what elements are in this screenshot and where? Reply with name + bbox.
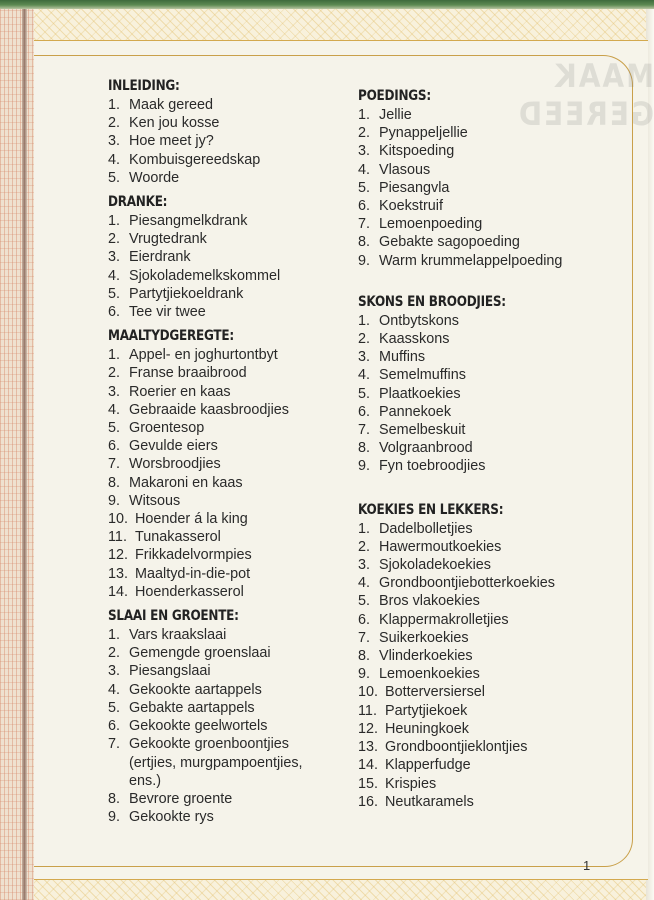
section-heading: MAALTYDGEREGTE: (108, 328, 234, 345)
item-title: Gevulde eiers (129, 438, 218, 455)
item-title: Suikerkoekies (379, 629, 469, 646)
section-heading: SKONS EN BROODJIES: (358, 293, 506, 310)
recipe-list-item (358, 385, 628, 403)
item-title: Hoenderkasserol (135, 583, 244, 600)
recipe-list-item (108, 528, 348, 546)
item-title: Hoe meet jy? (129, 133, 214, 150)
item-number: 5. (108, 285, 121, 302)
item-title: Semelbeskuit (379, 422, 466, 439)
recipe-list-item (108, 474, 348, 492)
book-spine-shadow (22, 9, 27, 900)
item-title: Partytjiekoek (385, 702, 468, 719)
recipe-list-item (358, 665, 628, 683)
item-number: 8. (358, 648, 371, 665)
section-heading: DRANKE: (108, 194, 168, 211)
item-number: 12. (108, 547, 129, 564)
item-title: Hawermoutkoekies (379, 538, 502, 555)
item-title: Klappermakrolletjies (379, 611, 509, 628)
item-title: Gekookte aartappels (129, 681, 262, 698)
recipe-list-item (358, 702, 628, 720)
item-title: Pannekoek (379, 403, 452, 420)
recipe-list-item (108, 626, 348, 644)
recipe-list (358, 520, 628, 811)
item-number: 6. (358, 198, 371, 215)
recipe-list-item (358, 520, 628, 538)
item-title: Frikkadelvormpies (135, 547, 252, 564)
item-title: Krispies (385, 775, 437, 792)
recipe-list-item (108, 114, 348, 132)
recipe-list-item (358, 142, 628, 160)
recipe-list-item (108, 151, 348, 169)
item-number: 1. (358, 107, 371, 123)
item-number: 10. (108, 511, 129, 528)
recipe-list-item (358, 161, 628, 179)
item-number: 6. (108, 718, 121, 735)
item-title: Piesangvla (379, 179, 450, 196)
recipe-list-item (358, 683, 628, 701)
item-title: Klapperfudge (385, 757, 471, 774)
item-number: 1. (358, 312, 371, 329)
recipe-list-item (358, 197, 628, 215)
item-number: 9. (358, 666, 371, 683)
contents-right-column (358, 88, 628, 837)
recipe-list-item (108, 699, 348, 717)
recipe-list-item (108, 510, 348, 528)
item-title: Franse braaibrood (129, 365, 247, 382)
item-number: 3. (358, 557, 371, 574)
recipe-list-item (358, 538, 628, 556)
item-title: Vrugtedrank (129, 231, 207, 248)
item-number: 4. (108, 681, 121, 698)
recipe-list-item (358, 592, 628, 610)
recipe-list (108, 346, 348, 601)
section-poedings (358, 88, 628, 270)
recipe-list-item (108, 383, 348, 401)
recipe-list-item (108, 437, 348, 455)
contents-left-column (108, 78, 348, 833)
recipe-list-item (108, 285, 348, 303)
recipe-list (108, 212, 348, 321)
recipe-list-item (358, 647, 628, 665)
recipe-list-item (108, 419, 348, 437)
item-number: 5. (108, 169, 121, 186)
item-title: Roerier en kaas (129, 383, 231, 400)
section-skons-en-broodjies (358, 294, 628, 476)
item-number: 6. (358, 403, 371, 420)
section-maaltydgeregte (108, 328, 348, 601)
item-title: Neutkaramels (385, 793, 474, 810)
item-title: Vlasous (379, 161, 431, 178)
item-number: 14. (358, 757, 379, 774)
recipe-list-item (358, 233, 628, 251)
item-number: 9. (108, 492, 121, 509)
page-number: 1 (583, 858, 591, 873)
item-number: 9. (358, 458, 371, 475)
item-title: Gebakte aartappels (129, 699, 255, 716)
item-number: 14. (108, 583, 129, 600)
item-title: Botterversiersel (385, 684, 485, 701)
section-dranke (108, 194, 348, 321)
item-number: 7. (358, 216, 371, 233)
recipe-list-item (108, 662, 348, 680)
item-number: 2. (358, 538, 371, 555)
item-number: 2. (108, 365, 121, 382)
item-number: 4. (108, 151, 121, 168)
recipe-list-item (108, 735, 348, 790)
item-number: 5. (358, 179, 371, 196)
item-title: Sjokolademelkskommel (129, 267, 281, 284)
item-title: Bevrore groente (129, 790, 233, 807)
item-number: 4. (108, 401, 121, 418)
item-number: 8. (358, 234, 371, 251)
item-title: Tunakasserol (135, 529, 221, 546)
item-title: Makaroni en kaas (129, 474, 243, 491)
item-number: 4. (358, 575, 371, 592)
section-heading: SLAAI EN GROENTE: (108, 608, 239, 625)
item-number: 5. (108, 420, 121, 437)
item-number: 15. (358, 775, 379, 792)
item-number: 3. (108, 249, 121, 266)
item-title: Koekstruif (379, 198, 443, 215)
recipe-list (358, 312, 628, 476)
item-number: 7. (108, 736, 121, 753)
item-title: Pynappeljellie (379, 125, 468, 142)
item-title: Ken jou kosse (129, 115, 220, 132)
item-title: Gekookte geelwortels (129, 718, 268, 735)
item-number: 6. (108, 438, 121, 455)
recipe-list-item (108, 303, 348, 321)
recipe-list-item (358, 439, 628, 457)
item-number: 1. (108, 213, 121, 230)
recipe-list-item (108, 346, 348, 364)
item-number: 13. (108, 565, 129, 582)
item-number: 12. (358, 720, 379, 737)
item-number: 3. (108, 383, 121, 400)
facing-page-edge (0, 9, 34, 900)
item-number: 1. (108, 97, 121, 113)
item-title: Maak gereed (129, 97, 213, 113)
bleed-through-title: MAAK GEREED (516, 57, 654, 133)
item-title: Kitspoeding (379, 143, 455, 160)
item-number: 6. (358, 611, 371, 628)
item-title: Vars kraakslaai (129, 627, 227, 644)
item-title: Appel- en joghurtontbyt (129, 347, 278, 364)
item-title: Sjokoladekoekies (379, 557, 491, 574)
item-title: Heuningkoek (385, 720, 470, 737)
item-title: Gekookte groenboontjies (ertjies, murgpampoentjies, ens.) (129, 736, 303, 789)
item-title: Jellie (379, 107, 412, 123)
item-number: 3. (108, 663, 121, 680)
item-title: Dadelbolletjies (379, 520, 473, 537)
recipe-list-item (108, 546, 348, 564)
item-number: 5. (358, 385, 371, 402)
item-title: Maaltyd-in-die-pot (135, 565, 251, 582)
recipe-list-item (358, 629, 628, 647)
recipe-list-item (358, 215, 628, 233)
recipe-list-item (358, 574, 628, 592)
item-title: Groentesop (129, 420, 205, 437)
recipe-list-item (358, 457, 628, 475)
item-title: Hoender á la king (135, 511, 248, 528)
recipe-list-item (358, 421, 628, 439)
item-number: 1. (108, 627, 121, 644)
recipe-list-item (108, 248, 348, 266)
item-number: 11. (358, 702, 377, 719)
recipe-list-item (358, 106, 628, 124)
item-number: 3. (358, 143, 371, 160)
item-number: 1. (108, 347, 121, 364)
item-number: 13. (358, 739, 379, 756)
item-number: 16. (358, 793, 379, 810)
recipe-list-item (108, 169, 348, 187)
item-number: 2. (108, 231, 121, 248)
recipe-list (358, 106, 628, 270)
item-number: 7. (358, 422, 371, 439)
item-number: 8. (108, 474, 121, 491)
item-title: Grondboontjiebotterkoekies (379, 575, 555, 592)
item-number: 2. (358, 125, 371, 142)
item-number: 11. (108, 529, 127, 546)
section-heading: INLEIDING: (108, 78, 180, 94)
item-title: Piesangmelkdrank (129, 213, 248, 230)
recipe-list-item (108, 267, 348, 285)
recipe-list-item (358, 124, 628, 142)
item-number: 10. (358, 684, 379, 701)
recipe-list-item (358, 366, 628, 384)
recipe-list-item (358, 756, 628, 774)
item-title: Ontbytskons (379, 312, 459, 329)
recipe-list-item (108, 492, 348, 510)
item-number: 7. (108, 456, 121, 473)
section-heading: KOEKIES EN LEKKERS: (358, 501, 504, 518)
item-number: 9. (358, 252, 371, 269)
item-title: Eierdrank (129, 249, 191, 266)
item-title: Lemoenkoekies (379, 666, 480, 683)
item-title: Muffins (379, 349, 426, 366)
item-title: Plaatkoekies (379, 385, 461, 402)
recipe-list-item (108, 681, 348, 699)
item-title: Fyn toebroodjies (379, 458, 486, 475)
recipe-list-item (108, 455, 348, 473)
item-number: 1. (358, 520, 371, 537)
item-number: 2. (108, 115, 121, 132)
recipe-list-item (108, 790, 348, 808)
item-title: Worsbroodjies (129, 456, 221, 473)
item-title: Gebraaide kaasbroodjies (129, 401, 289, 418)
item-number: 5. (358, 593, 371, 610)
item-number: 8. (358, 440, 371, 457)
top-green-strip (0, 0, 654, 9)
recipe-list-item (108, 364, 348, 382)
item-title: Grondboontjieklontjies (385, 739, 528, 756)
item-number: 2. (358, 331, 371, 348)
section-heading: POEDINGS: (358, 88, 431, 104)
item-number: 6. (108, 304, 121, 321)
recipe-list-item (358, 179, 628, 197)
item-title: Semelmuffins (379, 367, 466, 384)
item-number: 9. (108, 809, 121, 826)
item-title: Warm krummelappelpoeding (379, 252, 563, 269)
recipe-list-item (108, 212, 348, 230)
section-inleiding (108, 78, 348, 187)
recipe-list-item (108, 644, 348, 662)
recipe-list-item (108, 565, 348, 583)
item-title: Gemengde groenslaai (129, 645, 271, 662)
recipe-list-item (108, 583, 348, 601)
item-title: Volgraanbrood (379, 440, 473, 457)
item-title: Lemoenpoeding (379, 216, 483, 233)
item-number: 3. (358, 349, 371, 366)
recipe-list-item (358, 793, 628, 811)
item-title: Partytjiekoeldrank (129, 285, 244, 302)
recipe-list-item (108, 717, 348, 735)
recipe-list (108, 96, 348, 187)
item-title: Tee vir twee (129, 304, 206, 321)
recipe-list (108, 626, 348, 826)
recipe-list-item (108, 230, 348, 248)
recipe-list-item (358, 556, 628, 574)
recipe-list-item (358, 611, 628, 629)
item-number: 5. (108, 699, 121, 716)
recipe-list-item (358, 403, 628, 421)
recipe-list-item (108, 132, 348, 150)
recipe-list-item (358, 738, 628, 756)
item-number: 7. (358, 629, 371, 646)
item-number: 3. (108, 133, 121, 150)
recipe-list-item (358, 720, 628, 738)
recipe-list-item (358, 348, 628, 366)
recipe-list-item (358, 252, 628, 270)
item-number: 4. (358, 161, 371, 178)
recipe-list-item (108, 808, 348, 826)
item-title: Bros vlakoekies (379, 593, 480, 610)
recipe-list-item (108, 96, 348, 114)
item-number: 4. (108, 267, 121, 284)
item-title: Kaasskons (379, 331, 450, 348)
item-number: 4. (358, 367, 371, 384)
recipe-list-item (358, 312, 628, 330)
item-title: Gekookte rys (129, 809, 214, 826)
recipe-list-item (358, 775, 628, 793)
recipe-list-item (358, 330, 628, 348)
section-slaai-en-groente (108, 608, 348, 826)
item-title: Woorde (129, 169, 180, 186)
item-title: Vlinderkoekies (379, 648, 473, 665)
item-title: Piesangslaai (129, 663, 211, 680)
item-number: 8. (108, 790, 121, 807)
item-number: 2. (108, 645, 121, 662)
item-title: Witsous (129, 492, 181, 509)
recipe-list-item (108, 401, 348, 419)
item-title: Gebakte sagopoeding (379, 234, 520, 251)
item-title: Kombuisgereedskap (129, 151, 261, 168)
section-koekies-en-lekkers (358, 502, 628, 811)
